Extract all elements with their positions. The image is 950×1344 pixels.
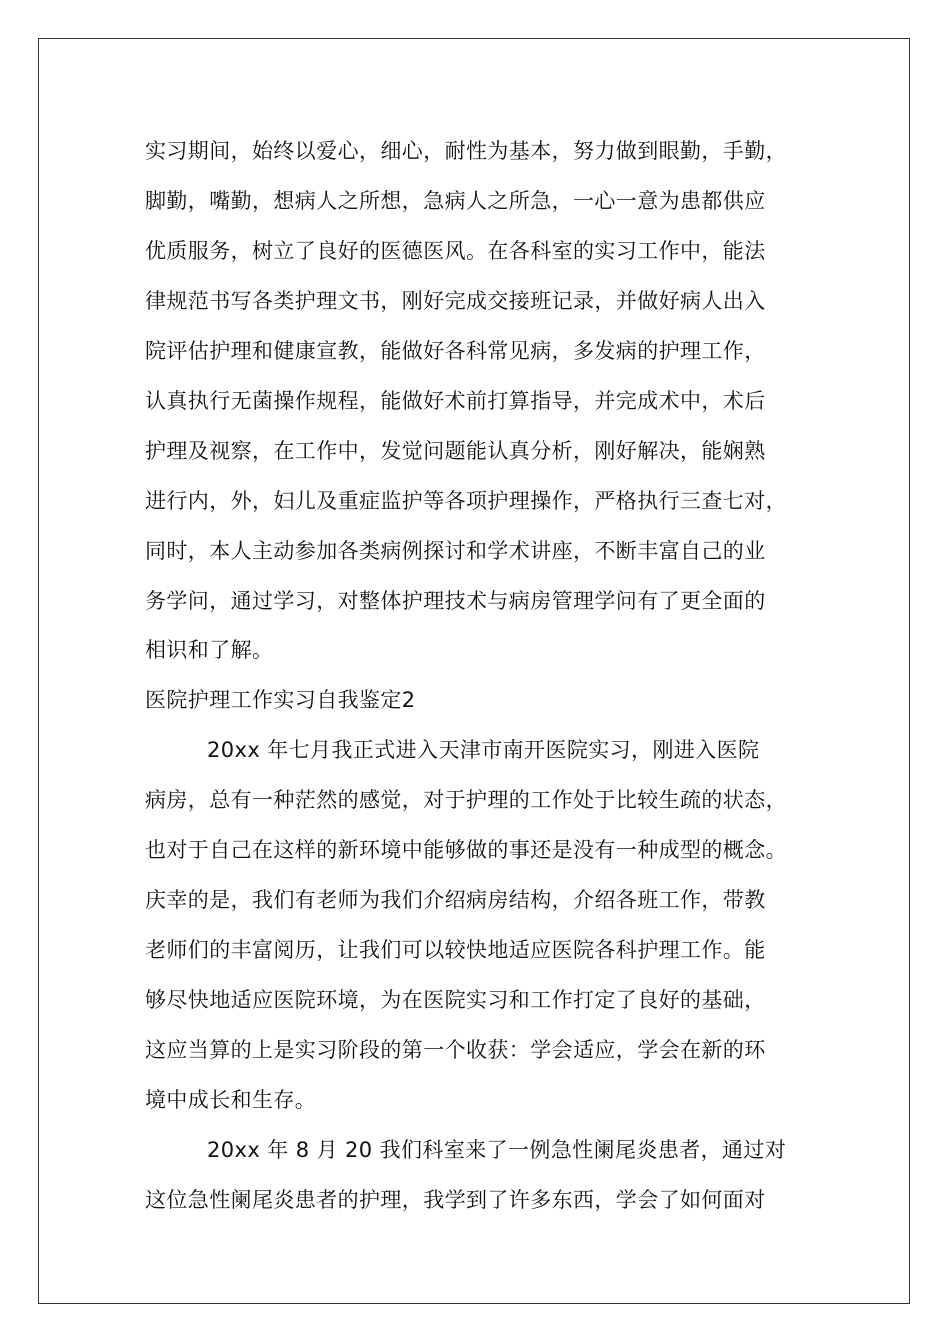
- section-heading: 医院护理工作实习自我鉴定2: [145, 688, 416, 712]
- text-line: 优质服务，树立了良好的医德医风。在各科室的实习工作中，能法: [145, 239, 766, 263]
- text-line: 务学问，通过学习，对整体护理技术与病房管理学问有了更全面的: [145, 589, 766, 613]
- text-line: 也对于自己在这样的新环境中能够做的事还是没有一种成型的概念。: [145, 838, 787, 862]
- text-line: 够尽快地适应医院环境，为在医院实习和工作打定了良好的基础，: [145, 988, 766, 1012]
- text-line: 20xx 年七月我正式进入天津市南开医院实习，刚进入医院: [207, 738, 760, 762]
- text-line: 脚勤，嘴勤，想病人之所想，急病人之所急，一心一意为患都供应: [145, 189, 766, 213]
- text-line: 认真执行无菌操作规程，能做好术前打算指导，并完成术中，术后: [145, 389, 766, 413]
- text-line: 进行内，外，妇儿及重症监护等各项护理操作，严格执行三查七对，: [145, 489, 787, 513]
- text-line: 实习期间，始终以爱心，细心，耐性为基本，努力做到眼勤，手勤，: [145, 139, 787, 163]
- text-line: 庆幸的是，我们有老师为我们介绍病房结构，介绍各班工作，带教: [145, 888, 766, 912]
- text-line: 同时，本人主动参加各类病例探讨和学术讲座，不断丰富自己的业: [145, 539, 766, 563]
- text-line: 20xx 年 8 月 20 我们科室来了一例急性阑尾炎患者，通过对: [207, 1138, 787, 1162]
- text-line: 律规范书写各类护理文书，刚好完成交接班记录，并做好病人出入: [145, 289, 766, 313]
- text-line: 老师们的丰富阅历，让我们可以较快地适应医院各科护理工作。能: [145, 938, 766, 962]
- text-line: 病房，总有一种茫然的感觉，对于护理的工作处于比较生疏的状态，: [145, 788, 787, 812]
- text-line: 这位急性阑尾炎患者的护理，我学到了许多东西，学会了如何面对: [145, 1188, 766, 1212]
- text-line: 院评估护理和健康宣教，能做好各科常见病，多发病的护理工作，: [145, 339, 766, 363]
- page-border: [38, 38, 910, 1304]
- text-line: 相识和了解。: [145, 638, 274, 662]
- text-line: 护理及视察，在工作中，发觉问题能认真分析，刚好解决，能娴熟: [145, 439, 766, 463]
- text-line: 这应当算的上是实习阶段的第一个收获：学会适应，学会在新的环: [145, 1038, 766, 1062]
- text-line: 境中成长和生存。: [145, 1088, 317, 1112]
